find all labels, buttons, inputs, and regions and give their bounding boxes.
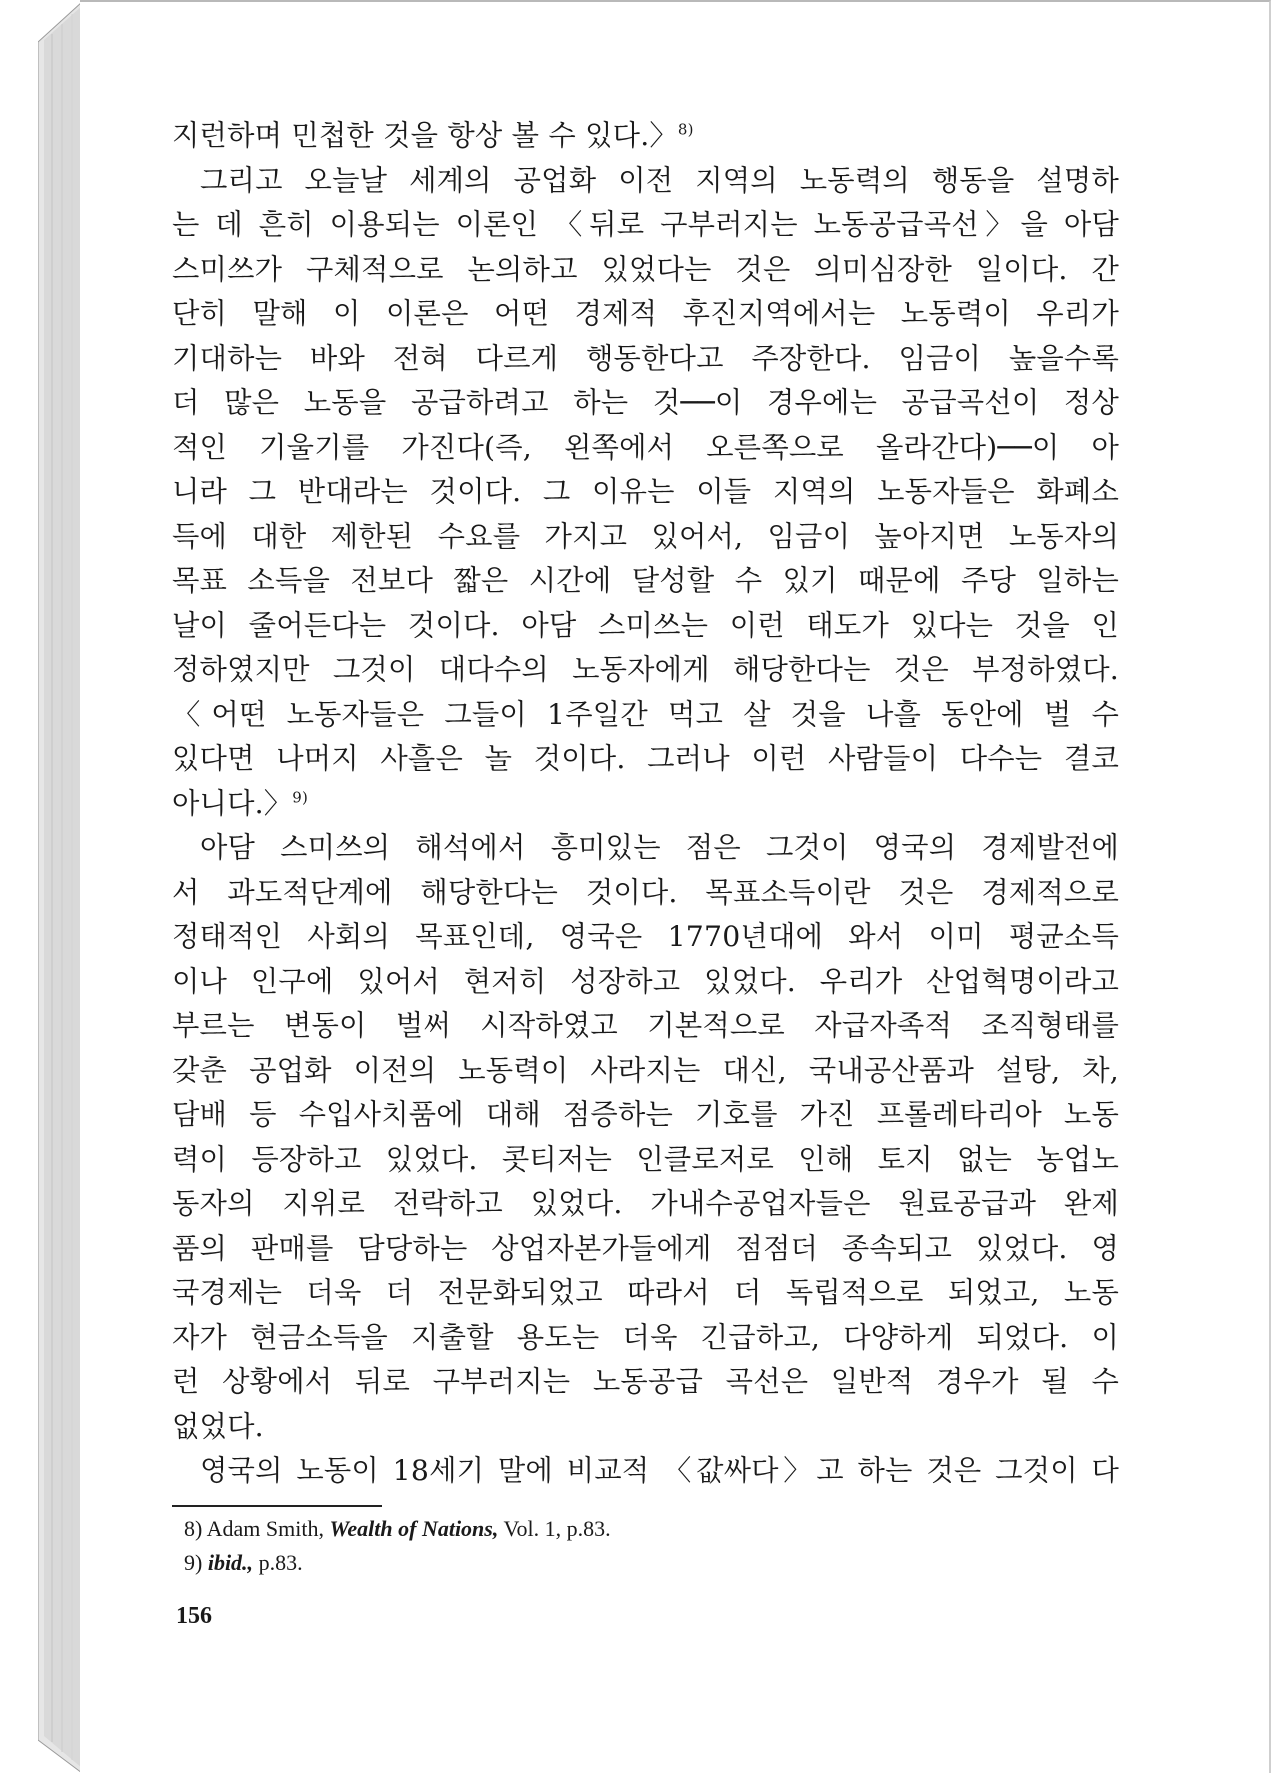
text-line-content: 부르는 변동이 벌써 시작하였고 기본적으로 자급자족적 조직형태를 <box>172 1009 1119 1042</box>
footnotes <box>184 1512 984 1580</box>
text-line-content: 동자의 지위로 전락하고 있었다. 가내수공업자들은 원료공급과 완제 <box>172 1187 1119 1220</box>
text-line-content: 니라 그 반대라는 것이다. 그 이유는 이들 지역의 노동자들은 화폐소 <box>172 475 1119 508</box>
text-line-content: 는 데 흔히 이용되는 이론인 〈뒤로 구부러지는 노동공급곡선〉을 아담 <box>172 208 1119 241</box>
text-line-content: 득에 대한 제한된 수요를 가지고 있어서, 임금이 높아지면 노동자의 <box>172 519 1119 553</box>
text-line-content: 스미쓰가 구체적으로 논의하고 있었다는 것은 의미심장한 일이다. 간 <box>172 252 1119 286</box>
footnote-citation: Vol. 1, p.83. <box>503 1516 611 1541</box>
book-page-edge <box>38 0 84 1773</box>
text-line <box>172 1405 1119 1450</box>
text-line <box>172 604 1119 649</box>
text-line-content: 지런하며 민첩한 것을 항상 볼 수 있다.〉 <box>172 119 678 152</box>
footnote-number: 8) <box>184 1516 203 1541</box>
text-line <box>172 1271 1119 1316</box>
text-line <box>172 248 1119 293</box>
text-line-content: 갖춘 공업화 이전의 노동력이 사라지는 대신, 국내공산품과 설탕, 차, <box>172 1053 1119 1087</box>
text-line <box>172 782 1119 827</box>
text-line <box>172 915 1119 960</box>
footnote-citation: p.83. <box>258 1550 303 1575</box>
text-line <box>172 1138 1119 1183</box>
footnote-divider <box>172 1505 382 1507</box>
footnote-number: 9) <box>184 1550 203 1575</box>
text-line-content: 〈어떤 노동자들은 그들이 1주일간 먹고 살 것을 나흘 동안에 벌 수 <box>172 697 1119 731</box>
footnote-author: Adam Smith, <box>206 1516 324 1541</box>
text-line-content: 담배 등 수입사치품에 대해 점증하는 기호를 가진 프롤레타리아 노동 <box>172 1098 1119 1131</box>
text-line-content: 정태적인 사회의 목표인데, 영국은 1770년대에 와서 이미 평균소득 <box>172 920 1119 953</box>
text-line <box>172 693 1119 738</box>
text-line-content: 아담 스미쓰의 해석에서 흥미있는 점은 그것이 영국의 경제발전에 <box>200 831 1119 864</box>
text-line-content: 품의 판매를 담당하는 상업자본가들에게 점점더 종속되고 있었다. 영 <box>172 1231 1119 1265</box>
text-line <box>172 960 1119 1005</box>
text-line <box>172 1182 1119 1227</box>
text-line-content: 기대하는 바와 전혀 다르게 행동한다고 주장한다. 임금이 높을수록 <box>172 341 1119 375</box>
text-line <box>172 292 1119 337</box>
text-line-content: 서 과도적단계에 해당한다는 것이다. 목표소득이란 것은 경제적으로 <box>172 875 1119 909</box>
text-line <box>172 470 1119 515</box>
text-line-content: 런 상황에서 뒤로 구부러지는 노동공급 곡선은 일반적 경우가 될 수 <box>172 1365 1119 1398</box>
footnote-reference: 9) <box>292 788 309 807</box>
text-line-content: 그리고 오늘날 세계의 공업화 이전 지역의 노동력의 행동을 설명하 <box>200 163 1119 197</box>
text-line-content: 이나 인구에 있어서 현저히 성장하고 있었다. 우리가 산업혁명이라고 <box>172 964 1119 998</box>
text-line-content: 날이 줄어든다는 것이다. 아담 스미쓰는 이런 태도가 있다는 것을 인 <box>172 608 1119 642</box>
text-line-content: 영국의 노동이 18세기 말에 비교적 〈값싸다〉고 하는 것은 그것이 다 <box>200 1454 1119 1487</box>
body-text <box>172 114 1119 1494</box>
text-line <box>172 114 1119 159</box>
text-line-content: 아니다.〉 <box>172 786 293 820</box>
text-line <box>172 559 1119 604</box>
text-line-content: 없었다. <box>172 1409 264 1443</box>
text-line <box>172 1360 1119 1405</box>
text-line-content: 단히 말해 이 이론은 어떤 경제적 후진지역에서는 노동력이 우리가 <box>172 297 1119 330</box>
text-line <box>172 871 1119 916</box>
text-line <box>172 1049 1119 1094</box>
text-line <box>172 203 1119 248</box>
text-line-content: 목표 소득을 전보다 짧은 시간에 달성할 수 있기 때문에 주당 일하는 <box>172 564 1119 597</box>
text-line <box>172 426 1119 471</box>
text-line <box>172 159 1119 204</box>
text-line <box>172 1093 1119 1138</box>
footnote <box>184 1512 984 1546</box>
text-line <box>172 381 1119 426</box>
text-line-content: 자가 현금소득을 지출할 용도는 더욱 긴급하고, 다양하게 되었다. 이 <box>172 1320 1119 1354</box>
footnote-reference: 8) <box>677 120 694 139</box>
text-line <box>172 337 1119 382</box>
footnote <box>184 1546 984 1580</box>
text-line-content: 력이 등장하고 있었다. 콧티저는 인클로저로 인해 토지 없는 농업노 <box>172 1142 1119 1176</box>
text-line <box>172 1004 1119 1049</box>
page-stack-graphic <box>38 0 84 1773</box>
text-line-content: 적인 기울기를 가진다(즉, 왼쪽에서 오른쪽으로 올라간다)──이 아 <box>172 430 1119 464</box>
footnote-title: ibid., <box>207 1550 254 1575</box>
text-line-content: 정하였지만 그것이 대다수의 노동자에게 해당한다는 것은 부정하였다. <box>172 653 1119 686</box>
text-line <box>172 826 1119 871</box>
footnote-title: Wealth of Nations, <box>329 1516 499 1541</box>
text-line-content: 국경제는 더욱 더 전문화되었고 따라서 더 독립적으로 되었고, 노동 <box>172 1276 1119 1309</box>
page-number: 156 <box>176 1603 212 1629</box>
text-line-content: 더 많은 노동을 공급하려고 하는 것──이 경우에는 공급곡선이 정상 <box>172 386 1119 419</box>
text-line <box>172 648 1119 693</box>
text-line-content: 있다면 나머지 사흘은 놀 것이다. 그러나 이런 사람들이 다수는 결코 <box>172 742 1119 775</box>
text-line <box>172 1316 1119 1361</box>
text-line <box>172 737 1119 782</box>
text-line <box>172 1227 1119 1272</box>
text-line <box>172 515 1119 560</box>
text-line <box>172 1449 1119 1494</box>
